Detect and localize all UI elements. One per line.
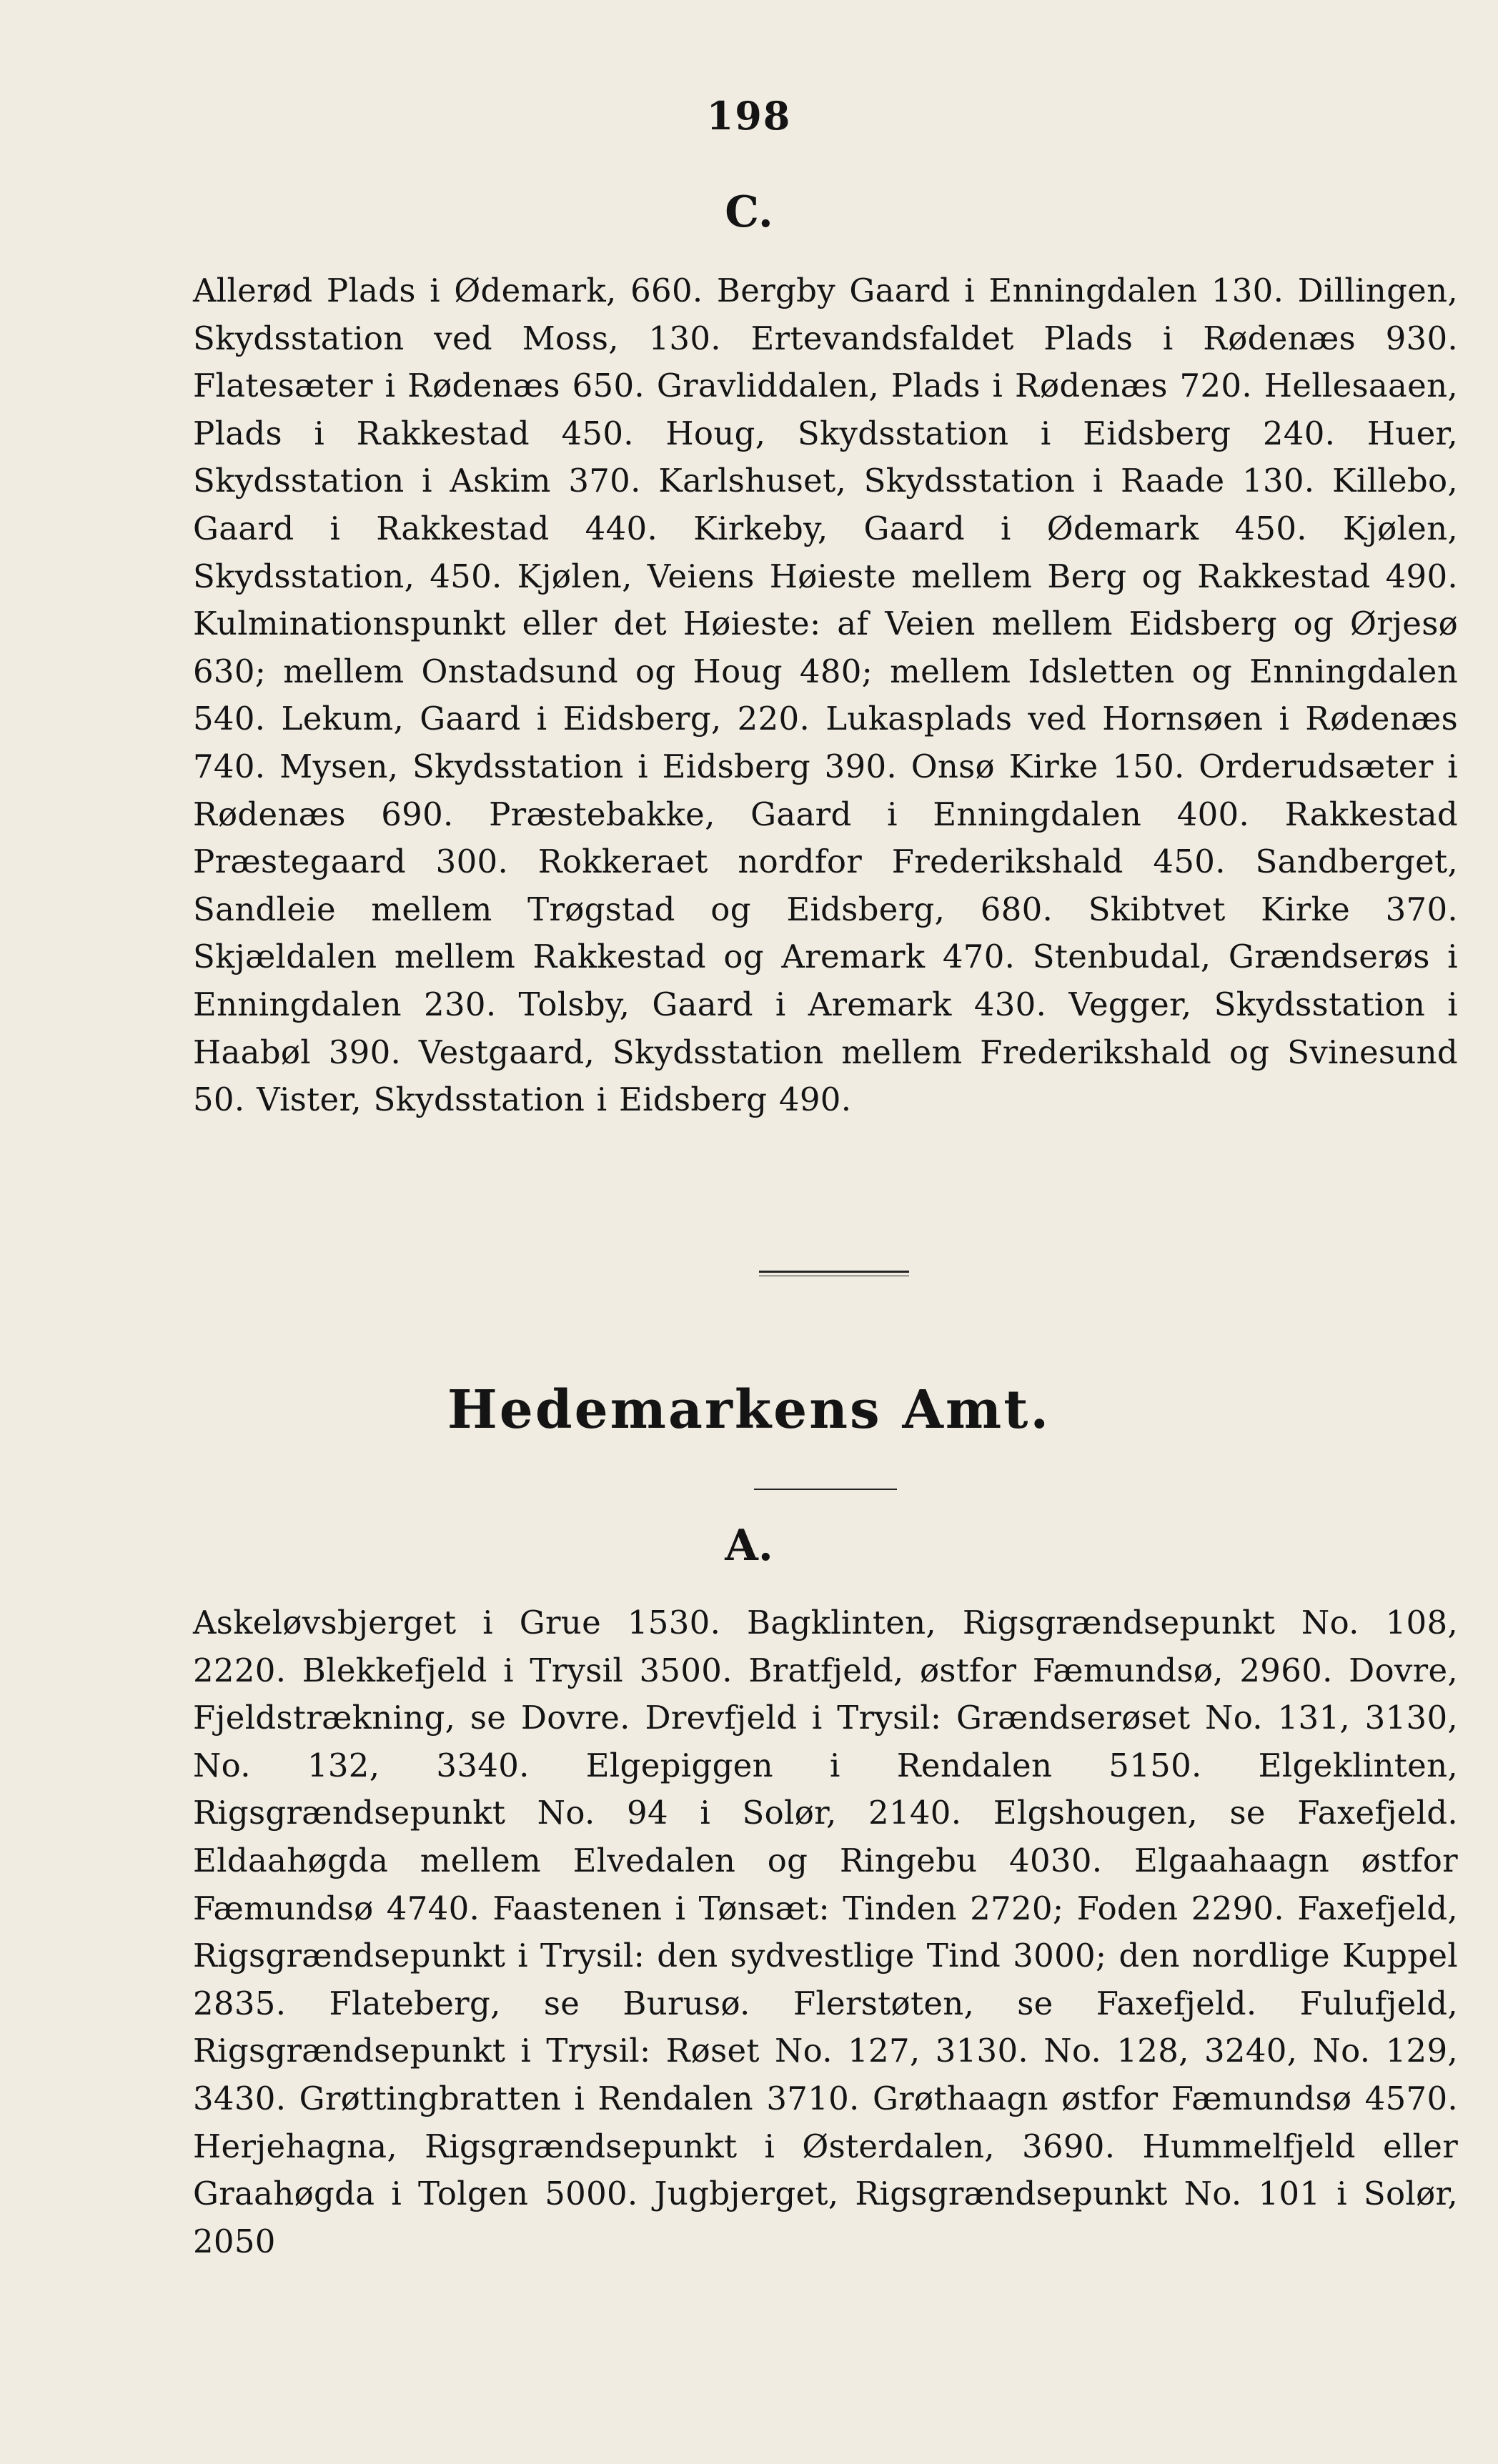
- section-c-paragraph: [193, 267, 1458, 1124]
- section-heading: Hedemarkens Amt.: [447, 1379, 1051, 1441]
- heading-divider: [754, 1489, 897, 1490]
- section-c-text: Allerød Plads i Ødemark, 660. Bergby Gaard i Enningdalen 130. Dillingen, Skydsstation ved Moss, 130. Ertevandsfaldet Plads i Rødenæs 930. Flatesæter i Rødenæs 650. Gravliddalen, Plads i Rødenæs 720. Hellesaaen, Plads i Rakkestad 450. Houg, Skydsstation i Eidsberg 240. Huer, Skydsstation i Askim 370. Karlshuset, Skydsstation i Raade 130. Killebo, Gaard i Rakkestad 440. Kirkeby, Gaard i Ødemark 450. Kjølen, Skydsstation, 450. Kjølen, Veiens Høieste mellem Berg og Rakkestad 490. Kulminationspunkt eller det Høieste: af Veien mellem Eidsberg og Ørjesø 630; mellem Onstadsund og Houg 480; mellem Idsletten og Enningdalen 540. Lekum, Gaard i Eidsberg, 220. Lukasplads ved Hornsøen i Rødenæs 740. Mysen, Skydsstation i Eidsberg 390. Onsø Kirke 150. Orderudsæter i Rødenæs 690. Præstebakke, Gaard i Enningdalen 400. Rakkestad Præstegaard 300. Rokkeraet nordfor Frederikshald 450. Sandberget, Sandleie mellem Trøgstad og Eidsberg, 680. Skibtvet Kirke 370. Skjældalen mellem Rakkestad og Aremark 470. Stenbudal, Grændserøs i Enningdalen 230. Tolsby, Gaard i Aremark 430. Vegger, Skydsstation i Haabøl 390. Vestgaard, Skydsstation mellem Frederikshald og Svinesund 50. Vister, Skydsstation i Eidsberg 490.: [193, 272, 1458, 1119]
- section-a-paragraph: [193, 1599, 1458, 2265]
- section-letter-a: A.: [725, 1521, 773, 1571]
- section-letter-c: C.: [725, 187, 773, 237]
- page-number: 198: [706, 93, 792, 139]
- section-divider: [759, 1271, 909, 1273]
- section-a-text: Askeløvsbjerget i Grue 1530. Bagklinten, Rigsgrændsepunkt No. 108, 2220. Blekkefjeld i Trysil 3500. Bratfjeld, østfor Fæmundsø, 2960. Dovre, Fjeldstrækning, se Dovre. Drevfjeld i Trysil: Grændserøset No. 131, 3130, No. 132, 3340. Elgepiggen i Rendalen 5150. Elgeklinten, Rigsgrændsepunkt No. 94 i Solør, 2140. Elgshougen, se Faxefjeld. Eldaahøgda mellem Elvedalen og Ringebu 4030. Elgaahaagn østfor Fæmundsø 4740. Faastenen i Tønsæt: Tinden 2720; Foden 2290. Faxefjeld, Rigsgrændsepunkt i Trysil: den sydvestlige Tind 3000; den nordlige Kuppel 2835. Flateberg, se Burusø. Flerstøten, se Faxefjeld. Fulufjeld, Rigsgrændsepunkt i Trysil: Røset No. 127, 3130. No. 128, 3240, No. 129, 3430. Grøttingbratten i Rendalen 3710. Grøthaagn østfor Fæmundsø 4570. Herjehagna, Rigsgrændsepunkt i Østerdalen, 3690. Hummelfjeld eller Graahøgda i Tolgen 5000. Jugbjerget, Rigsgrændsepunkt No. 101 i Solør, 2050: [193, 1604, 1458, 2260]
